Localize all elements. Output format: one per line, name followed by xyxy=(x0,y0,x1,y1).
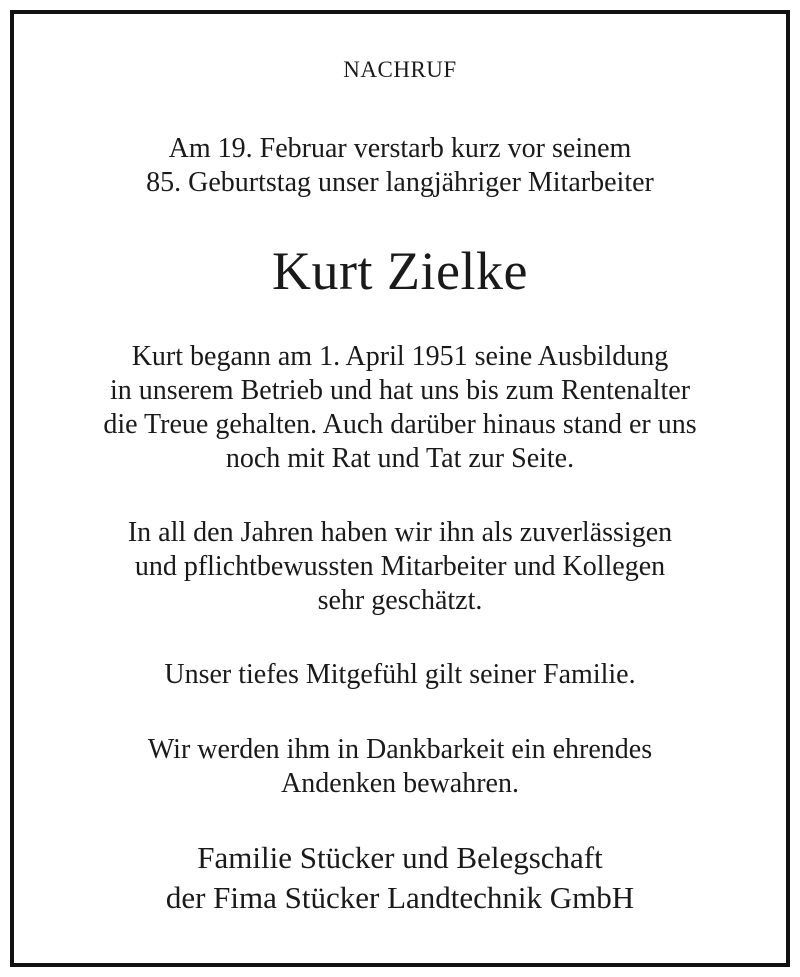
intro-line-2: 85. Geburtstag unser langjähriger Mitarbeiter xyxy=(146,167,654,198)
deceased-name: Kurt Zielke xyxy=(272,241,528,301)
paragraph1-line-4: noch mit Rat und Tat zur Seite. xyxy=(225,443,575,474)
intro-line-1: Am 19. Februar verstarb kurz vor seinem xyxy=(168,133,632,164)
paragraph2-line-2: und pflichtbewussten Mitarbeiter und Kollegen xyxy=(134,551,666,582)
obituary-heading: NACHRUF xyxy=(343,57,457,82)
paragraph1-line-2: in unserem Betrieb und hat uns bis zum Rentenalter xyxy=(109,375,691,406)
paragraph3-line-1: Unser tiefes Mitgefühl gilt seiner Familie. xyxy=(164,659,636,690)
signature-line-2: der Fima Stücker Landtechnik GmbH xyxy=(165,880,635,915)
signature-line-1: Familie Stücker und Belegschaft xyxy=(197,840,603,875)
paragraph4-line-2: Andenken bewahren. xyxy=(281,768,519,799)
paragraph2-line-3: sehr geschätzt. xyxy=(317,585,483,616)
paragraph4-line-1: Wir werden ihm in Dankbarkeit ein ehrendes xyxy=(147,734,653,765)
paragraph2-line-1: In all den Jahren haben wir ihn als zuverlässigen xyxy=(127,517,673,548)
paragraph1-line-3: die Treue gehalten. Auch darüber hinaus stand er uns xyxy=(103,409,697,440)
paragraph1-line-1: Kurt begann am 1. April 1951 seine Ausbildung xyxy=(131,341,669,372)
